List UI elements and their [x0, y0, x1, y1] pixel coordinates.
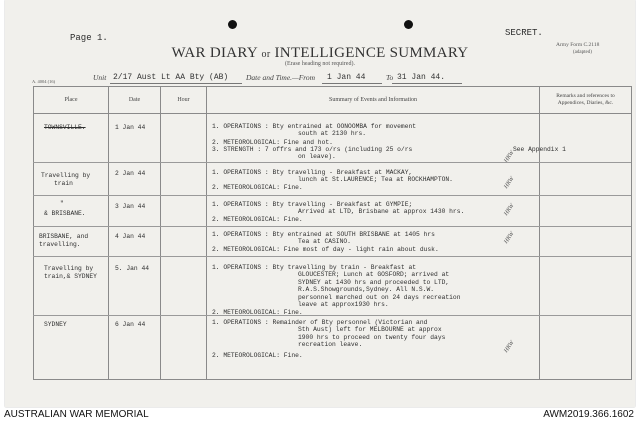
date-label: Date and Time.—From — [246, 73, 316, 82]
date-entry: 5. Jan 44 — [115, 265, 150, 272]
summary-line: 1. OPERATIONS : Bty entrained at OONOOMBA for movement — [212, 123, 417, 130]
summary-line: 2. METEOROLOGICAL: Fine. — [212, 352, 303, 359]
initials-mark: HRW — [503, 175, 516, 191]
entry-divider — [33, 162, 631, 163]
summary-line: 2. METEOROLOGICAL: Fine most of day - light rain about dusk. — [212, 246, 439, 253]
entry-divider — [33, 195, 631, 196]
col-header-date: Date — [109, 87, 161, 114]
date-from-value: 1 Jan 44 — [327, 73, 366, 82]
unit-label: Unit — [93, 73, 107, 82]
place-entry: SYDNEY — [44, 321, 67, 328]
summary-line: leave at approx1930 hrs. — [298, 301, 389, 308]
date-column — [109, 114, 161, 380]
date-entry: 3 Jan 44 — [115, 203, 146, 210]
summary-line: SYDNEY at 1430 hrs and proceeded to LTD, — [298, 279, 450, 286]
summary-line: GLOUCESTER; Lunch at GOSFORD; arrived at — [298, 271, 450, 278]
date-entry: 1 Jan 44 — [115, 124, 146, 131]
date-entry: 6 Jan 44 — [115, 321, 146, 328]
security-classification: SECRET. — [505, 28, 543, 38]
to-underline — [392, 83, 462, 84]
appendix-reference: See Appendix 1 — [513, 146, 566, 153]
summary-line: 1. OPERATIONS : Bty travelling - Breakfast at MACKAY, — [212, 169, 413, 176]
summary-line: 1. OPERATIONS : Bty travelling by train - Breakfast at — [212, 264, 417, 271]
place-entry: & BRISBANE. — [44, 210, 86, 217]
entry-divider — [33, 315, 631, 316]
summary-line: recreation leave. — [298, 341, 363, 348]
place-entry: " — [60, 200, 64, 207]
col-header-summary: Summary of Events and Information — [207, 87, 540, 114]
punch-hole — [228, 20, 237, 29]
archive-credit: AUSTRALIAN WAR MEMORIAL — [4, 409, 149, 420]
initials-mark: HRW — [503, 202, 516, 218]
summary-line: Sth Aust) left for MELBOURNE at approx — [298, 326, 442, 333]
summary-line: 2. METEOROLOGICAL: Fine. — [212, 184, 303, 191]
col-header-hour: Hour — [161, 87, 207, 114]
summary-line: Tea at CASINO. — [298, 238, 351, 245]
date-entry: 4 Jan 44 — [115, 233, 146, 240]
date-to-label: To — [386, 73, 394, 82]
from-underline — [322, 83, 382, 84]
hour-column — [161, 114, 207, 380]
summary-line: R.A.S.Showgrounds,Sydney. All N.S.W. — [298, 286, 435, 293]
page-number: Page 1. — [70, 33, 108, 43]
place-entry: Travelling by — [44, 265, 94, 272]
date-to-value: 31 Jan 44. — [397, 73, 446, 82]
place-entry: Travelling by — [41, 172, 91, 179]
col-header-place: Place — [34, 87, 109, 114]
army-form-number: Army Form C.2118 — [556, 42, 600, 48]
title-intelligence-summary: INTELLIGENCE SUMMARY — [274, 45, 469, 61]
unit-value: 2/17 Aust Lt AA Bty (AB) — [113, 73, 229, 82]
summary-line: 1900 hrs to proceed on twenty four days — [298, 334, 446, 341]
remarks-column — [540, 114, 632, 380]
date-entry: 2 Jan 44 — [115, 170, 146, 177]
entry-divider — [33, 226, 631, 227]
summary-line: 2. METEOROLOGICAL: Fine. — [212, 309, 303, 316]
summary-line: south at 2130 hrs. — [298, 130, 367, 137]
place-entry: train — [54, 180, 73, 187]
place-entry: TOWNSVILLE. — [44, 124, 86, 131]
army-form-note: (adapted) — [573, 50, 592, 55]
initials-mark: HRW — [503, 339, 516, 355]
header-row — [34, 87, 632, 114]
entry-divider — [33, 256, 631, 257]
initials-mark: HRW — [503, 230, 516, 246]
col-header-remarks: Remarks and references to Appendices, Diaries, &c. — [540, 87, 632, 114]
initials-mark: HRW — [503, 149, 516, 165]
summary-line: on leave). — [298, 153, 336, 160]
place-entry: BRISBANE, and — [39, 233, 89, 240]
summary-line: 1. OPERATIONS : Bty entrained at SOUTH BRISBANE at 1405 hrs — [212, 231, 435, 238]
summary-line: personnel marched out on 24 days recreation — [298, 294, 461, 301]
summary-line: 1. OPERATIONS : Bty travelling - Breakfast at GYMPIE; — [212, 201, 413, 208]
place-entry: train,& SYDNEY — [44, 273, 97, 280]
summary-line: 2. METEOROLOGICAL: Fine and hot. — [212, 139, 333, 146]
title-or: or — [261, 49, 271, 60]
summary-line: Arrived at LTD, Brisbane at approx 1430 hrs. — [298, 208, 465, 215]
unit-underline — [110, 83, 242, 84]
summary-line: 1. OPERATIONS : Remainder of Bty personnel (Victorian and — [212, 319, 428, 326]
summary-line: 2. METEOROLOGICAL: Fine. — [212, 216, 303, 223]
place-entry: travelling. — [39, 241, 81, 248]
archive-reference: AWM2019.366.1602 — [543, 409, 634, 420]
document-title — [0, 45, 640, 62]
form-reference: A. 4004 (16) — [32, 79, 56, 84]
summary-line: lunch at St.LAURENCE; Tea at ROCKHAMPTON. — [298, 176, 453, 183]
summary-line: 3. STRENGTH : 7 offrs and 173 o/rs (including 25 o/rs — [212, 146, 413, 153]
title-war-diary: WAR DIARY — [171, 45, 258, 61]
document-subtitle: (Erase heading not required). — [285, 61, 355, 67]
punch-hole — [404, 20, 413, 29]
